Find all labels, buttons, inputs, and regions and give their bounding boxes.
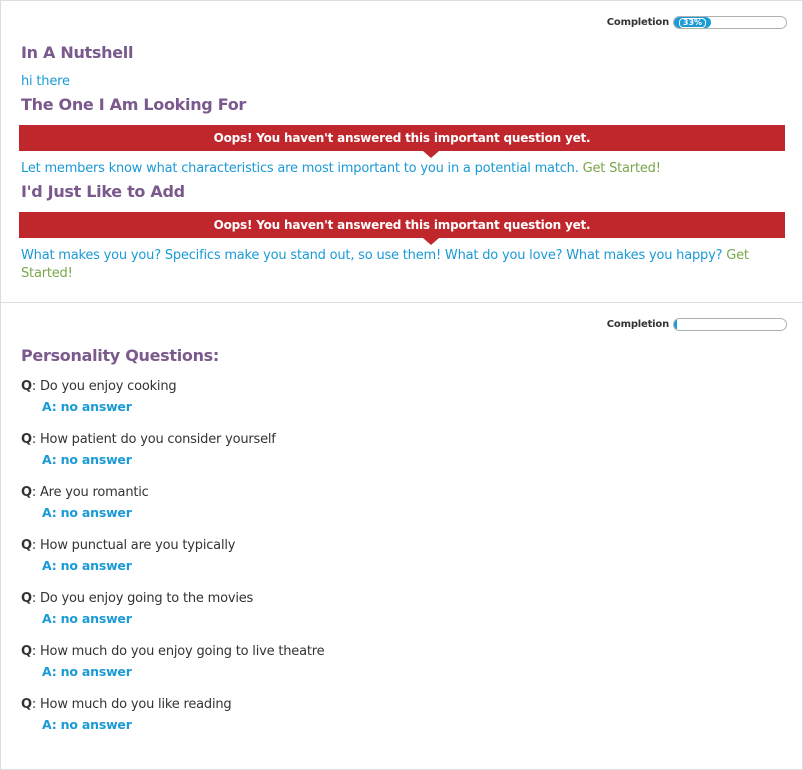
completion-progress-fill xyxy=(674,17,711,28)
a-prefix: A: xyxy=(42,664,57,679)
just-add-alert xyxy=(19,212,785,238)
looking-for-alert xyxy=(19,125,785,151)
question-text: Q: Do you enjoy cooking xyxy=(21,379,177,394)
question-label: How patient do you consider yourself xyxy=(39,432,276,447)
just-add-alert-text: Oops! You haven't answered this important question yet. xyxy=(213,218,591,232)
q-prefix: Q xyxy=(21,644,32,659)
answer-text xyxy=(42,399,176,414)
completion-label: Completion xyxy=(606,17,669,28)
alert-pointer xyxy=(423,238,439,245)
personality-title: Personality Questions: xyxy=(21,346,219,365)
answer-value: no answer xyxy=(60,452,132,467)
q-prefix: Q xyxy=(21,538,32,553)
question-item xyxy=(21,591,253,626)
just-add-prompt xyxy=(21,247,761,283)
answer-value: no answer xyxy=(60,399,132,414)
looking-for-prompt xyxy=(21,160,781,178)
looking-for-get-started-link[interactable]: Get Started! xyxy=(582,161,661,176)
question-item xyxy=(21,644,324,679)
question-text: Q: Do you enjoy going to the movies xyxy=(21,591,254,606)
question-item xyxy=(21,697,231,732)
question-text: Q: How patient do you consider yourself xyxy=(21,432,276,447)
question-label: How much do you like reading xyxy=(39,697,232,712)
looking-for-prompt-text: Let members know what characteristics are most important to you in a potential match. xyxy=(21,161,579,176)
q-prefix: Q xyxy=(21,485,32,500)
a-prefix: A: xyxy=(42,505,57,520)
question-label: Are you romantic xyxy=(39,485,149,500)
nutshell-title: In A Nutshell xyxy=(21,43,134,62)
just-add-title: I'd Just Like to Add xyxy=(21,182,185,201)
answer-value: no answer xyxy=(60,505,132,520)
question-label: Do you enjoy going to the movies xyxy=(39,591,254,606)
q-prefix: Q xyxy=(21,432,32,447)
question-item xyxy=(21,432,276,467)
answer-text xyxy=(42,611,253,626)
answer-value: no answer xyxy=(60,558,132,573)
a-prefix: A: xyxy=(42,452,57,467)
nutshell-text: hi there xyxy=(21,74,70,89)
completion-label: Completion xyxy=(606,319,669,330)
answer-text xyxy=(42,664,324,679)
a-prefix: A: xyxy=(42,399,57,414)
a-prefix: A: xyxy=(42,558,57,573)
question-text: Q: How much do you enjoy going to live theatre xyxy=(21,644,325,659)
completion-percent: 33% xyxy=(679,18,706,28)
q-prefix: Q xyxy=(21,697,32,712)
q-prefix: Q xyxy=(21,591,32,606)
question-label: How punctual are you typically xyxy=(39,538,236,553)
personality-completion xyxy=(607,318,787,331)
q-prefix: Q xyxy=(21,379,32,394)
question-text: Q: How much do you like reading xyxy=(21,697,232,712)
completion-progress-bar xyxy=(673,16,787,29)
a-prefix: A: xyxy=(42,611,57,626)
question-item xyxy=(21,379,176,414)
answer-value: no answer xyxy=(60,664,132,679)
answer-text xyxy=(42,717,231,732)
question-item xyxy=(21,485,149,520)
profile-completion xyxy=(607,16,787,29)
alert-pointer xyxy=(423,151,439,158)
answer-text xyxy=(42,505,149,520)
answer-text xyxy=(42,452,276,467)
answer-value: no answer xyxy=(60,611,132,626)
question-label: Do you enjoy cooking xyxy=(39,379,177,394)
a-prefix: A: xyxy=(42,717,57,732)
looking-for-alert-text: Oops! You haven't answered this important question yet. xyxy=(213,131,591,145)
looking-for-title: The One I Am Looking For xyxy=(21,95,246,114)
just-add-prompt-text: What makes you you? Specifics make you stand out, so use them! What do you love? What makes you happy? xyxy=(21,248,723,263)
completion-progress-fill xyxy=(674,319,677,330)
completion-progress-bar xyxy=(673,318,787,331)
answer-value: no answer xyxy=(60,717,132,732)
just-add-get-started-link[interactable]: Get Started! xyxy=(21,248,749,281)
profile-essays-panel xyxy=(0,0,803,304)
question-text: Q: Are you romantic xyxy=(21,485,149,500)
question-text: Q: How punctual are you typically xyxy=(21,538,236,553)
question-item xyxy=(21,538,235,573)
question-label: How much do you enjoy going to live theatre xyxy=(39,644,325,659)
personality-questions-panel xyxy=(0,302,803,770)
answer-text xyxy=(42,558,235,573)
